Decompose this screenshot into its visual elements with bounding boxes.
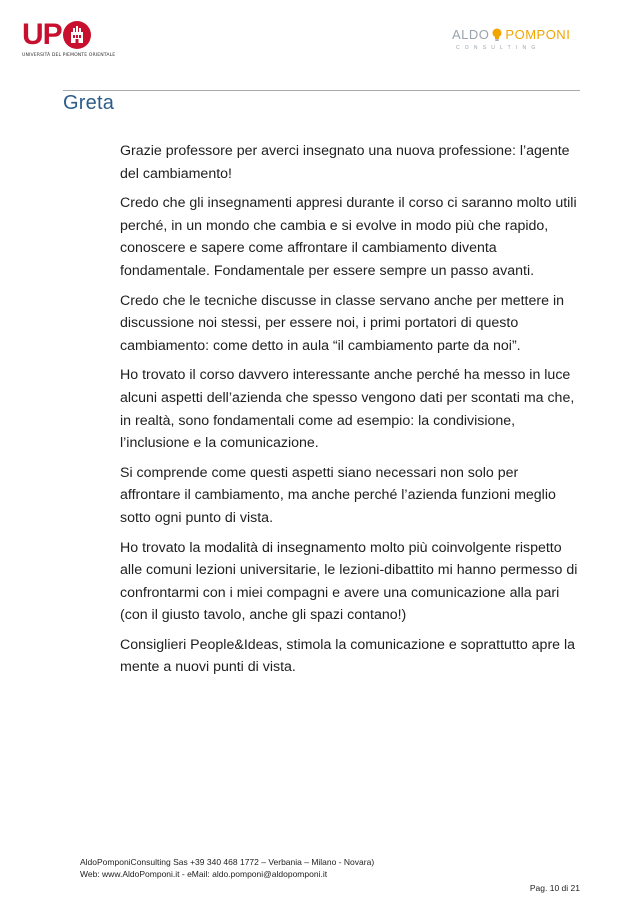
upo-logo: [22, 20, 118, 62]
paragraph: Si comprende come questi aspetti siano necessari non solo per affrontare il cambiamento, ma anche perché l’azienda funzioni meglio sotto ogni punto di vista.: [120, 464, 556, 526]
header-divider: [63, 90, 580, 91]
lightbulb-icon: [491, 28, 503, 42]
aldo-logo-last: POMPONI: [505, 27, 571, 42]
author-name-heading: Greta: [63, 92, 115, 114]
upo-letters: UP: [22, 18, 62, 51]
footer-contact-line: AldoPomponiConsulting Sas +39 340 468 1772 – Verbania – Milano - Novara): [80, 857, 375, 867]
paragraph: Ho trovato la modalità di insegnamento molto più coinvolgente rispetto alle comuni lezioni universitarie, le lezioni-dibattito mi hanno permesso di confrontarmi con i miei compagni e avere una comunicazione alla pari (con il giusto tavolo, anche gli spazi contano!): [120, 539, 578, 624]
upo-emblem-icon: [63, 21, 91, 49]
paragraph: Ho trovato il corso davvero interessante anche perché ha messo in luce alcuni aspetti dell’azienda che spesso vengono dati per scontati ma che, in realtà, sono fondamentali come ad esempio: la condivisione, l’inclusione e la comunicazione.: [120, 367, 575, 452]
page-number: Pag. 10 di 21: [529, 883, 580, 893]
aldo-logo-subtitle: CONSULTING: [456, 45, 541, 51]
footer-web-line: Web: www.AldoPomponi.it - eMail: aldo.pomponi@aldopomponi.it: [80, 869, 328, 879]
aldo-logo-first: ALDO: [452, 27, 490, 42]
paragraph: Credo che le tecniche discusse in classe servano anche per mettere in discussione noi stessi, per essere noi, i primi portatori di questo cambiamento: come detto in aula “il cambiamento parte da noi”.: [120, 292, 564, 354]
upo-mark: [22, 20, 118, 50]
paragraph: Grazie professore per averci insegnato una nuova professione: l’agente del cambiamento!: [120, 143, 570, 182]
upo-subtitle: UNIVERSITÀ DEL PIEMONTE ORIENTALE: [22, 53, 116, 58]
testimonial-body: [120, 140, 580, 686]
page-footer: [80, 856, 374, 880]
aldo-pomponi-logo: [452, 28, 582, 58]
paragraph: Credo che gli insegnamenti appresi durante il corso ci saranno molto utili perché, in un mondo che cambia e si evolve in modo più che rapido, conoscere e sapere come affrontare il cambiamento diventa fondamentale. Fondamentale per essere sempre un passo avanti.: [120, 195, 577, 279]
paragraph: Consiglieri People&Ideas, stimola la comunicazione e soprattutto apre la mente a nuovi punti di vista.: [120, 636, 576, 676]
